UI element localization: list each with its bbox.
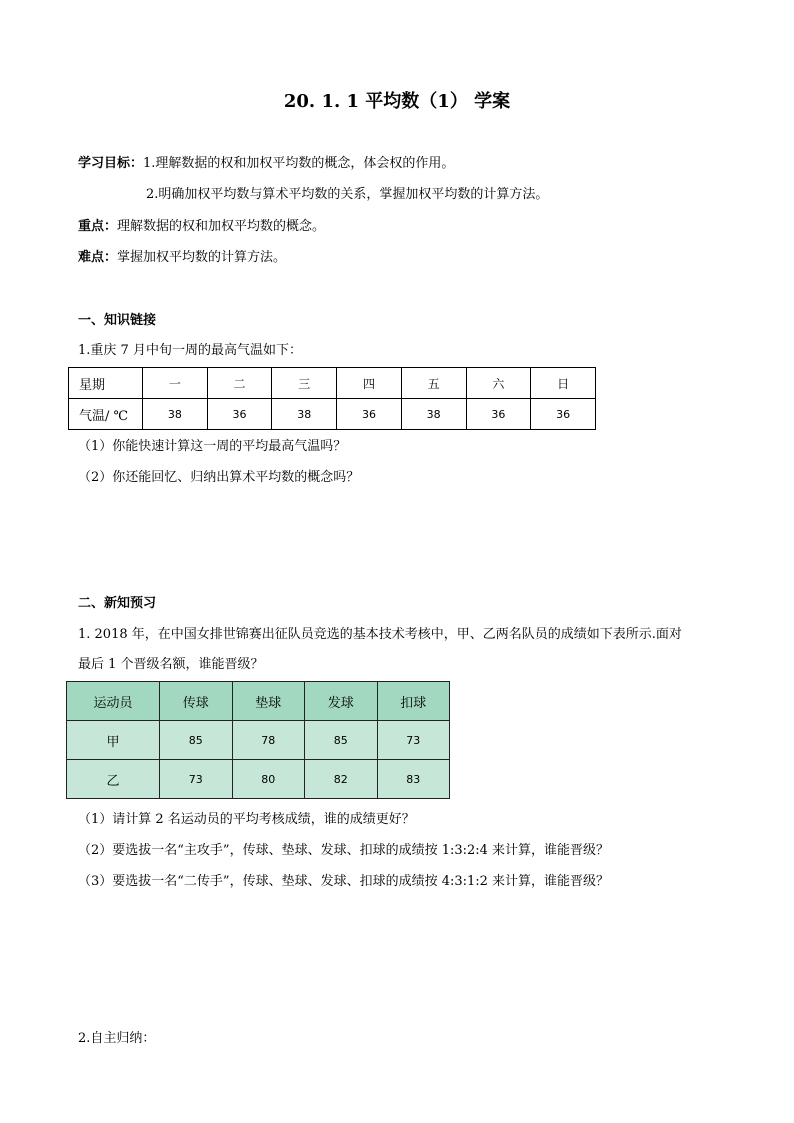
key-point-label: 重点： <box>78 219 118 234</box>
table-cell: 85 <box>305 721 378 760</box>
table-cell: 乙 <box>67 760 160 799</box>
table-row <box>69 399 596 430</box>
table-header: 扣球 <box>377 682 450 721</box>
page-title: 20. 1. 1 平均数（1） 学案 <box>283 91 511 112</box>
table-cell: 二 <box>207 368 272 399</box>
table-cell: 三 <box>272 368 337 399</box>
table-cell: 六 <box>466 368 531 399</box>
table-cell: 80 <box>232 760 305 799</box>
table-header-temperature: 气温/ ℃ <box>69 399 143 430</box>
table-cell: 85 <box>160 721 233 760</box>
table-cell: 82 <box>305 760 378 799</box>
table-cell: 83 <box>377 760 450 799</box>
section2-question-1-line-1: 1. 2018 年，在中国女排世锦赛出征队员竞选的基本技术考核中，甲、乙两名队员的成绩如下表所示.面对 <box>78 627 682 642</box>
table-cell: 36 <box>531 399 596 430</box>
table-cell: 73 <box>160 760 233 799</box>
section2-question-1-line-2: 最后 1 个晋级名额，谁能晋级？ <box>78 657 264 672</box>
section1-sub-2: （2）你还能回忆、归纳出算术平均数的概念吗？ <box>78 470 360 485</box>
key-point-text: 理解数据的权和加权平均数的概念。 <box>117 219 326 234</box>
table-cell: 36 <box>337 399 402 430</box>
table-header: 运动员 <box>67 682 160 721</box>
table-row <box>67 721 450 760</box>
table-cell: 78 <box>232 721 305 760</box>
table-row <box>67 682 450 721</box>
difficulty <box>78 249 286 267</box>
table-header-weekday: 星期 <box>69 368 143 399</box>
table-cell: 甲 <box>67 721 160 760</box>
objective-2: 2.明确加权平均数与算术平均数的关系，掌握加权平均数的计算方法。 <box>146 187 549 202</box>
objective-1: 1.理解数据的权和加权平均数的概念，体会权的作用。 <box>143 156 455 171</box>
table-cell: 四 <box>337 368 402 399</box>
section2-sub-3: （3）要选拔一名“二传手”，传球、垫球、发球、扣球的成绩按 4:3:1:2 来计算，谁能晋级？ <box>78 874 610 889</box>
section1-question-1: 1.重庆 7 月中旬一周的最高气温如下： <box>78 343 302 358</box>
table-cell: 36 <box>466 399 531 430</box>
section1-sub-1: （1）你能快速计算这一周的平均最高气温吗？ <box>78 439 347 454</box>
objectives-line-1 <box>78 155 454 173</box>
table-row <box>69 368 596 399</box>
section2-question-2: 2.自主归纳： <box>78 1031 156 1046</box>
key-point <box>78 218 325 236</box>
table-header: 垫球 <box>232 682 305 721</box>
section2-sub-1: （1）请计算 2 名运动员的平均考核成绩，谁的成绩更好？ <box>78 812 415 827</box>
table-cell: 一 <box>143 368 208 399</box>
table-cell: 36 <box>207 399 272 430</box>
objectives-label: 学习目标： <box>78 156 144 171</box>
difficulty-text: 掌握加权平均数的计算方法。 <box>117 250 287 265</box>
temperature-table <box>68 367 596 430</box>
difficulty-label: 难点： <box>78 250 118 265</box>
table-row <box>67 760 450 799</box>
table-header: 传球 <box>160 682 233 721</box>
section2-sub-2: （2）要选拔一名“主攻手”，传球、垫球、发球、扣球的成绩按 1:3:2:4 来计算，谁能晋级？ <box>78 843 610 858</box>
table-cell: 73 <box>377 721 450 760</box>
table-cell: 五 <box>401 368 466 399</box>
table-cell: 38 <box>401 399 466 430</box>
table-cell: 日 <box>531 368 596 399</box>
section1-heading: 一、知识链接 <box>78 313 157 328</box>
table-header: 发球 <box>305 682 378 721</box>
athlete-score-table <box>66 681 450 799</box>
table-cell: 38 <box>272 399 337 430</box>
section2-heading: 二、新知预习 <box>78 596 157 611</box>
table-cell: 38 <box>143 399 208 430</box>
